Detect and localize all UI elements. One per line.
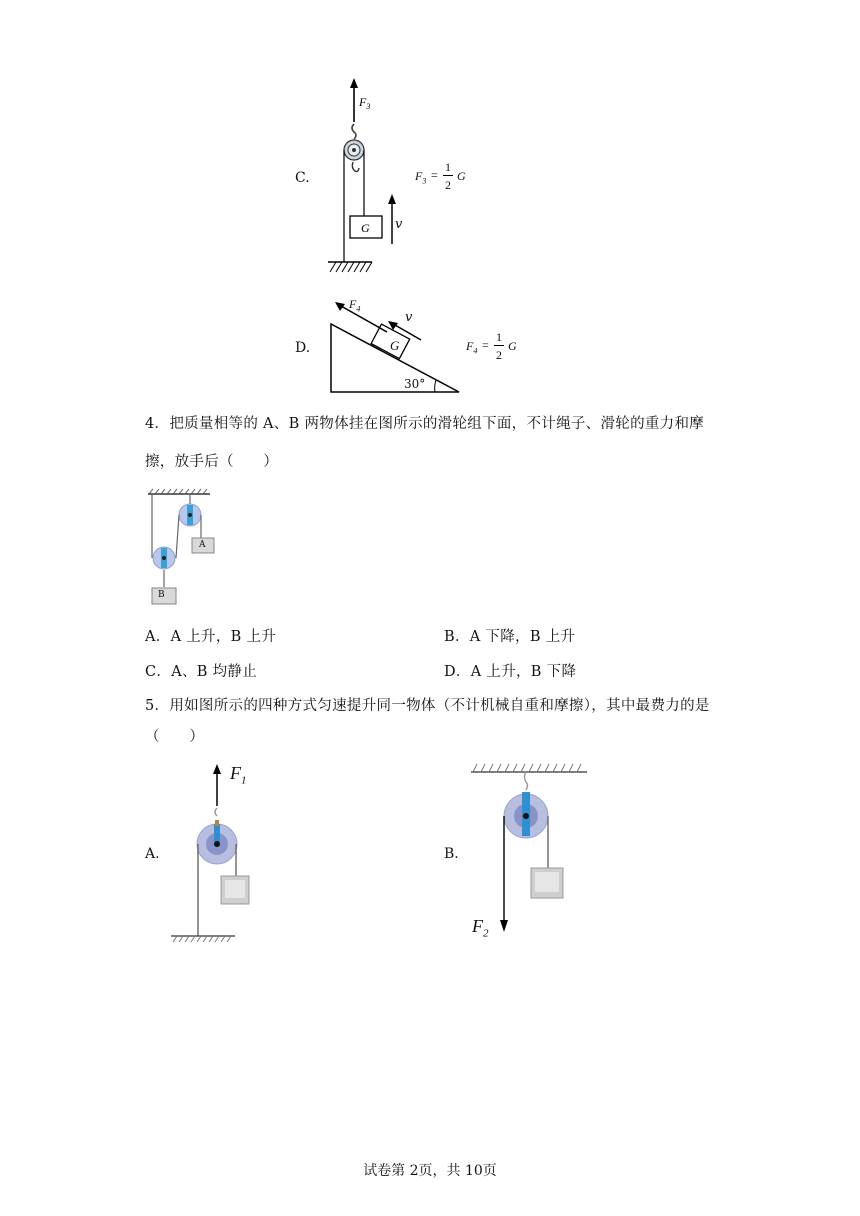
hook-icon [525,772,528,790]
option-c-figure [320,72,403,282]
force-arrow-f3 [350,78,358,122]
q5-option-a-figure [165,760,275,950]
hook-icon [215,808,217,816]
f1-label: $F_1$ [230,763,247,787]
velocity-label-d: v [405,310,413,325]
q4-stem-line2: 擦，放手后（ ） [145,454,279,470]
movable-pulley-icon [344,140,364,160]
lower-hook-icon [352,162,359,172]
formula-c: $F_3$ = 1 2 G [415,160,466,192]
q5-option-a-letter: A. [145,846,160,862]
q4-option-b[interactable]: B．A 下降，B 上升 [444,629,576,645]
q4-option-c[interactable]: C．A、B 均静止 [145,664,258,680]
block-b-label: B [158,590,165,600]
block-a-label: A [199,540,206,550]
movable-pulley-icon [197,820,237,864]
block-g-incline-label: G [390,338,400,353]
q4-stem-line1: 4．把质量相等的 A、B 两物体挂在图所示的滑轮组下面，不计绳子、滑轮的重力和摩 [145,416,705,432]
fixed-pulley-icon [504,792,548,838]
f4-label: $F_4$ [349,297,361,314]
q5-stem-line2: （ ） [145,729,205,745]
q5-option-b-letter: B. [444,846,459,862]
velocity-label-c: v [395,217,403,232]
ground-hatch [328,262,372,272]
block-g-label: G [361,221,370,235]
q4-option-d[interactable]: D．A 上升，B 下降 [444,664,577,680]
f2-label: $F_2$ [472,916,489,940]
fixed-pulley-icon [179,504,201,526]
movable-pulley-icon [153,547,175,569]
hook-icon [352,124,356,139]
force-arrow-f4 [341,306,387,332]
option-c-letter: C. [295,170,310,186]
formula-d: $F_4$ = 1 2 G [466,330,517,362]
q4-pulley-figure [140,488,230,608]
f3-label: $F_3$ [359,95,371,111]
page-footer: 试卷第 2页，共 10页 [363,1163,497,1179]
option-d-letter: D. [295,340,311,356]
q5-stem-line1: 5．用如图所示的四种方式匀速提升同一物体（不计机械自重和摩擦），其中最费力的是 [145,698,710,714]
q4-option-a[interactable]: A．A 上升，B 上升 [145,629,277,645]
angle-label: 30° [404,377,426,391]
